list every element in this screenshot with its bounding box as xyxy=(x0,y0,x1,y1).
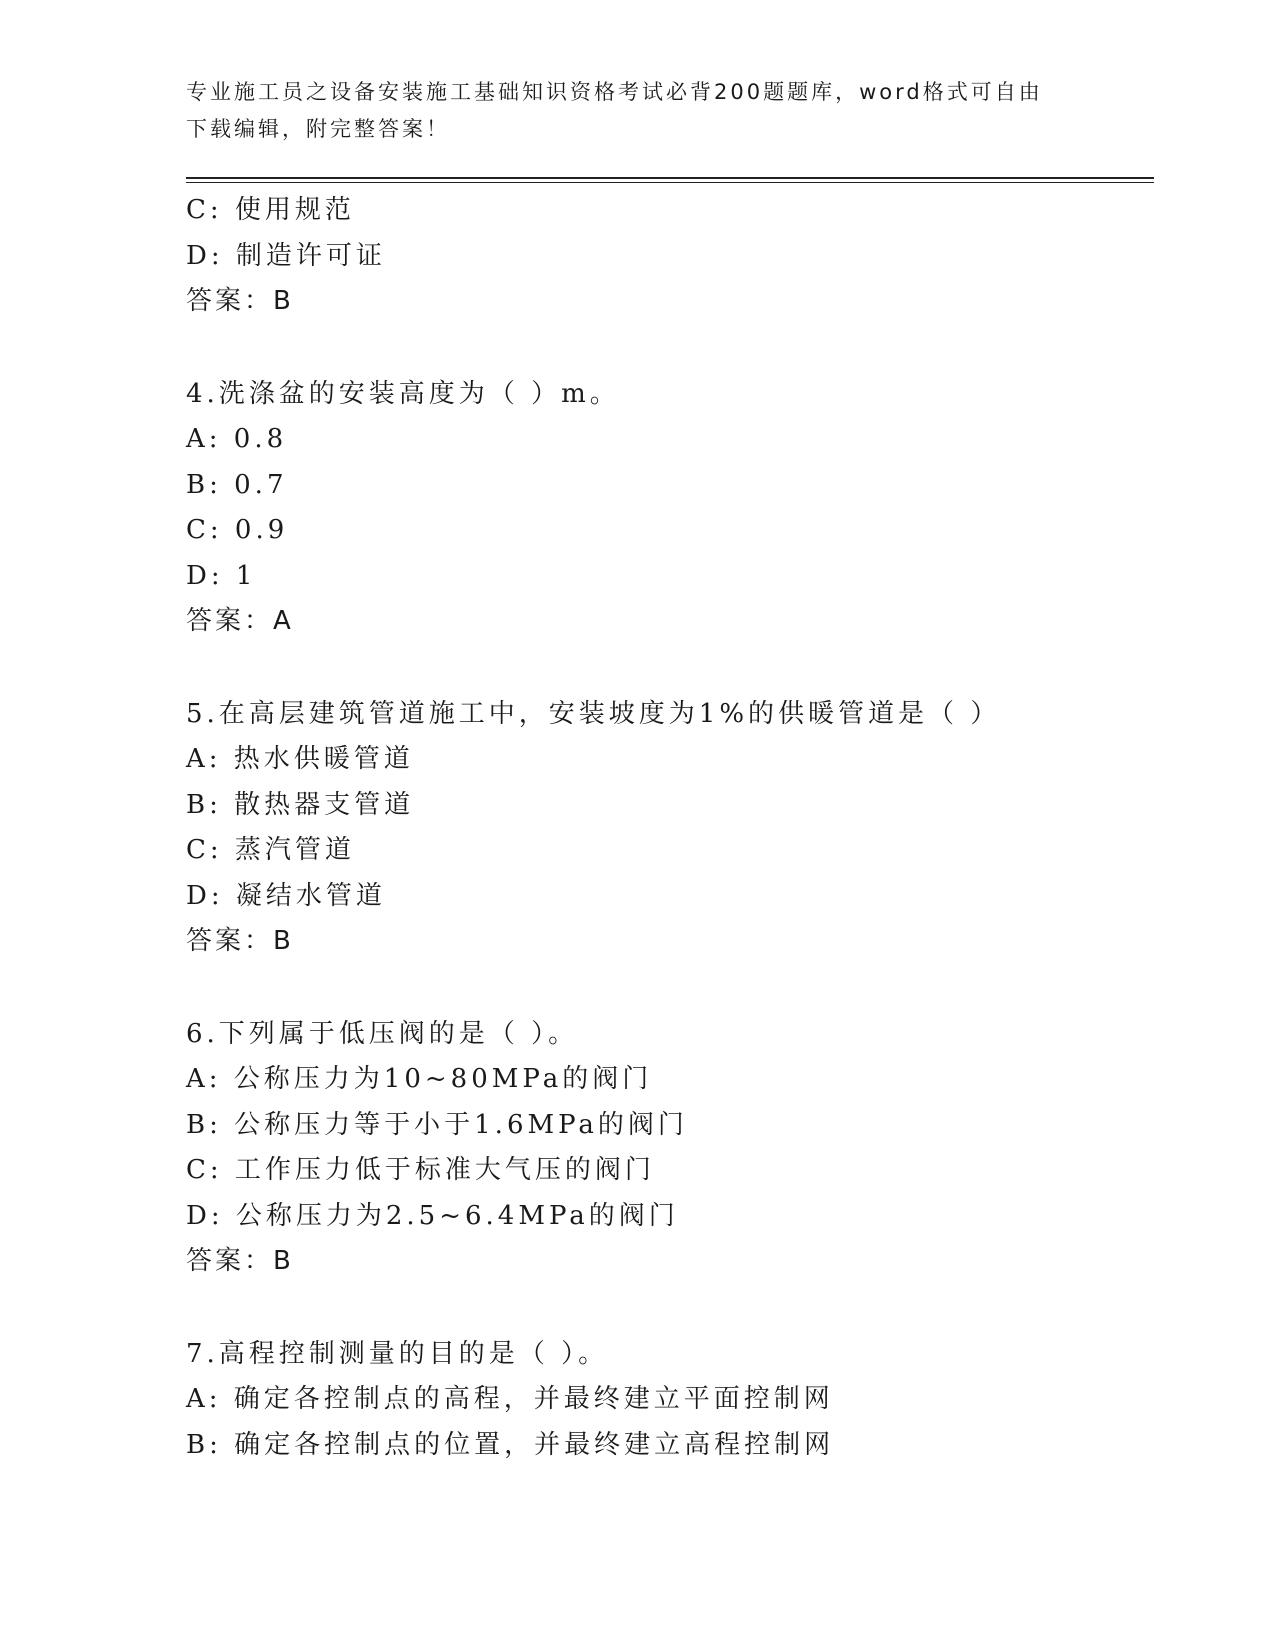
question-3-tail xyxy=(186,188,1146,325)
option-c: C: 使用规范 xyxy=(186,195,355,225)
answer: 答案：A xyxy=(186,606,294,636)
header-divider-thin xyxy=(186,182,1154,183)
answer: 答案：B xyxy=(186,1246,294,1276)
question-list xyxy=(186,188,1146,1468)
question-7 xyxy=(186,1332,1146,1469)
header-divider-thick xyxy=(186,177,1154,179)
option-c: C: 蒸汽管道 xyxy=(186,835,355,865)
option-a: A: 热水供暖管道 xyxy=(186,744,414,774)
option-d: D: 制造许可证 xyxy=(186,240,386,271)
option-b: B: 散热器支管道 xyxy=(186,789,415,820)
header-line-2: 下载编辑，附完整答案！ xyxy=(186,117,450,141)
option-c: C: 工作压力低于标准大气压的阀门 xyxy=(186,1155,655,1185)
option-c: C: 0.9 xyxy=(186,515,289,545)
option-d: D: 公称压力为2.5~6.4MPa的阀门 xyxy=(186,1200,679,1231)
question-stem: 5.在高层建筑管道施工中，安装坡度为1%的供暖管道是（ ） xyxy=(186,698,1001,729)
question-stem: 6.下列属于低压阀的是（ ）。 xyxy=(186,1018,579,1049)
answer: 答案：B xyxy=(186,286,294,316)
document-header xyxy=(186,74,1086,148)
question-6 xyxy=(186,1012,1146,1285)
header-line-1: 专业施工员之设备安装施工基础知识资格考试必背200题题库，word格式可自由 xyxy=(186,80,1043,104)
question-stem: 4.洗涤盆的安装高度为（ ）m。 xyxy=(186,378,620,409)
option-b: B: 确定各控制点的位置，并最终建立高程控制网 xyxy=(186,1429,835,1460)
option-a: A: 公称压力为10~80MPa的阀门 xyxy=(186,1064,653,1094)
spacer xyxy=(186,1285,1146,1332)
option-a: A: 0.8 xyxy=(186,424,288,454)
option-b: B: 公称压力等于小于1.6MPa的阀门 xyxy=(186,1109,688,1140)
option-d: D: 1 xyxy=(186,560,257,591)
spacer xyxy=(186,325,1146,372)
spacer xyxy=(186,965,1146,1012)
option-a: A: 确定各控制点的高程，并最终建立平面控制网 xyxy=(186,1384,834,1414)
option-d: D: 凝结水管道 xyxy=(186,880,386,911)
question-stem: 7.高程控制测量的目的是（ ）。 xyxy=(186,1338,609,1369)
option-b: B: 0.7 xyxy=(186,469,288,500)
spacer xyxy=(186,645,1146,692)
question-4 xyxy=(186,372,1146,645)
answer: 答案：B xyxy=(186,926,294,956)
question-5 xyxy=(186,692,1146,965)
